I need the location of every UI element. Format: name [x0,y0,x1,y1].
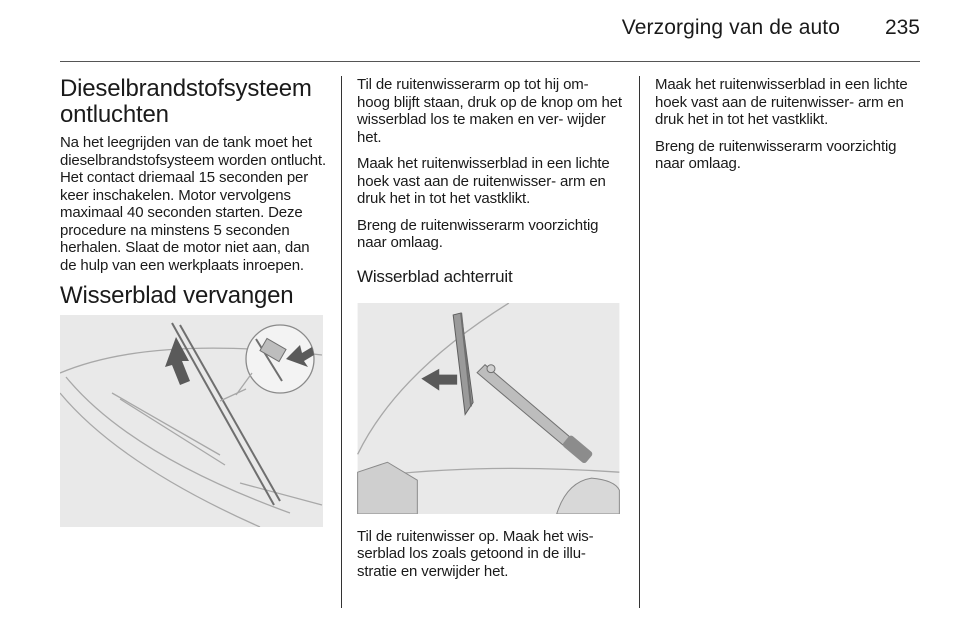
rear-wiper-caption: Til de ruitenwisser op. Maak het wis- serblad los zoals getoond in de illu- stratie en verwijder het. [357,527,594,580]
column-divider-2 [639,76,640,608]
running-header-title: Verzorging van de auto [621,16,840,39]
subsection-title-rear-wiper: Wisserblad achterruit [357,266,513,286]
page-number: 235 [884,16,920,39]
col2-paragraph-1: Til de ruitenwisserarm op tot hij om- hoog blijft staan, druk op de knop om het wisserblad los te maken en ver- wijder het. [357,76,622,146]
column-2 [357,76,623,589]
col3-paragraph-1: Maak het ruitenwisserblad in een lichte hoek vast aan de ruitenwisser- arm en druk het in tot het vastklikt. [655,76,908,128]
col2-paragraph-3: Breng de ruitenwisserarm voorzichtig naar omlaag. [357,216,599,251]
column-3 [655,76,921,182]
section-title-wiper: Wisserblad vervangen [60,282,294,309]
rear-wiper-illustration [357,303,620,514]
page-header [60,14,920,48]
section-title-diesel: Dieselbrandstofsysteem ontluchten [60,75,312,128]
col2-paragraph-2: Maak het ruitenwisserblad in een lichte hoek vast aan de ruitenwisser- arm en druk het in tot het vastklikt. [357,155,610,207]
column-1 [60,76,326,535]
column-divider-1 [341,76,342,608]
windscreen-wiper-illustration [60,315,323,527]
header-rule [60,61,920,62]
diesel-paragraph: Na het leegrijden van de tank moet het dieselbrandstofsysteem worden ontlucht. Het contact driemaal 15 seconden per keer inschakelen. Motor vervolgens maximaal 40 seconden starten. Deze procedure na minstens 5 seconden herhalen. Slaat de motor niet aan, dan de hulp van een werkplaats inroepen. [60,134,326,274]
col3-paragraph-2: Breng de ruitenwisserarm voorzichtig naar omlaag. [655,137,897,172]
